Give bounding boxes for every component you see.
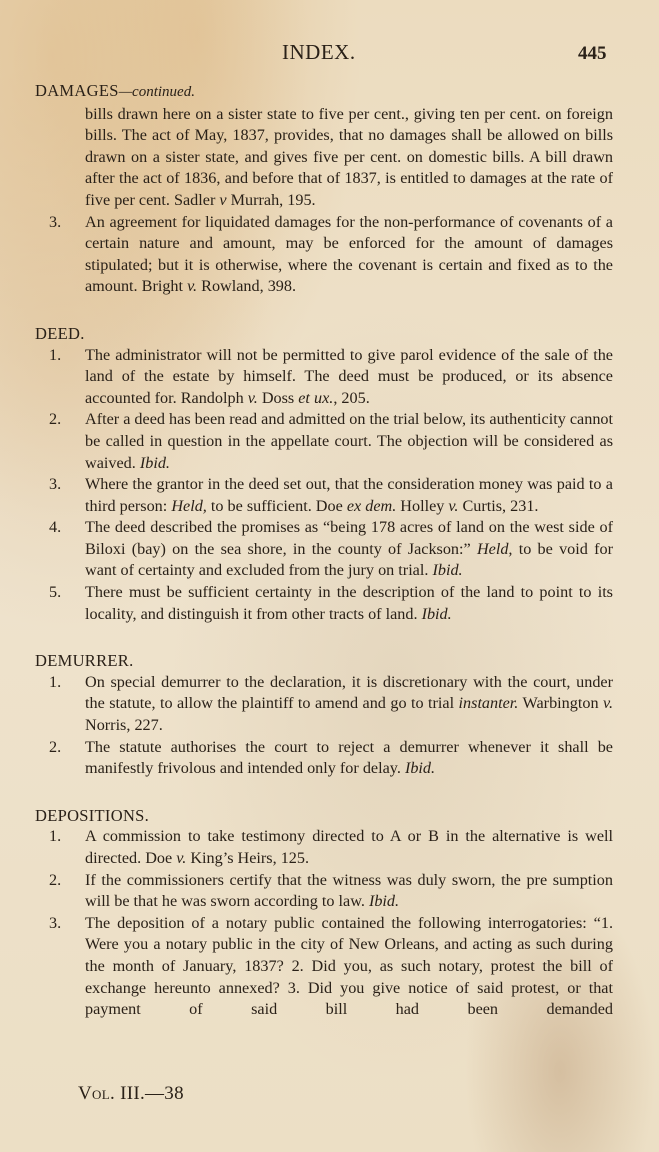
- page-number: 445: [578, 43, 607, 64]
- index-entry: 2. The statute authorises the court to reject a demurrer whenever it shall be manifestly frivolous and intended only for delay. Ibid.: [49, 737, 613, 778]
- index-entry: 1. On special demurrer to the declaration, it is discretionary with the court, under the statute, to allow the plaintiff to amend and go to trial instanter. Warbington v. Norris, 227.: [49, 672, 614, 735]
- section-damages: [35, 80, 613, 298]
- entry-number: 3.: [49, 212, 62, 231]
- index-content: [35, 80, 613, 1021]
- index-entry: 3. Where the grantor in the deed set out, that the consideration money was paid to a third person: Held, to be sufficient. Doe ex dem. Holley v. Curtis, 231.: [49, 475, 613, 515]
- entry-number: 1.: [49, 672, 62, 691]
- index-entry: 2. After a deed has been read and admitted on the trial below, its authenticity cannot be called in question in the appellate court. The objection will be considered as waived. Ibid.: [49, 410, 613, 472]
- entry-number: 2.: [49, 737, 62, 756]
- signature-mark: Vol. III.—38: [78, 1083, 184, 1104]
- entry-number: 1.: [49, 827, 62, 846]
- section-heading: DEPOSITIONS.: [35, 805, 150, 825]
- entry-number: 3.: [49, 913, 62, 932]
- section-heading: DAMAGES—continued.: [35, 81, 195, 100]
- entry-number: 1.: [49, 345, 62, 364]
- section-depositions: [35, 805, 613, 1021]
- running-head: [0, 40, 659, 70]
- entry-number: 3.: [49, 475, 62, 494]
- index-entry: 1. A commission to take testimony directed to A or B in the alternative is well directed. Doe v. King’s Heirs, 125.: [49, 827, 613, 867]
- running-title: INDEX.: [282, 40, 356, 64]
- entry-number: 2.: [49, 410, 62, 429]
- index-entry: 1. The administrator will not be permitted to give parol evidence of the sale of the land of the estate by himself. The deed must be produced, or its absence accounted for. Randolph v. Doss et ux., 205.: [49, 345, 613, 407]
- entry-number: 5.: [49, 583, 62, 602]
- section-deed: [35, 323, 613, 625]
- index-entry: 4. The deed described the promises as “being 178 acres of land on the west side of Biloxi (bay) on the sea shore, in the county of Jackson:” Held, to be void for want of certainty and excluded from the jury on trial. Ibid.: [49, 518, 613, 580]
- index-entry: 5. There must be sufficient certainty in the description of the land to point to its locality, and distinguish it from other tracts of land. Ibid.: [49, 583, 613, 623]
- index-entry: 2. If the commissioners certify that the witness was duly sworn, the pre sumption will be that he was sworn according to law. Ibid.: [49, 870, 613, 911]
- section-heading: DEMURRER.: [35, 651, 134, 671]
- entry-number: 2.: [49, 870, 62, 889]
- section-heading: DEED.: [35, 323, 85, 343]
- index-entry: 3. The deposition of a notary public contained the following interrogatories: “1. Were you a notary public in the city of New Orleans, and acting as such during the month of January, 1837? 2. Did you, as such notary, protest the bill of exchange hereunto annexed? 3. Did you give notice of said protest, or that payment of said bill had been demanded: [49, 913, 613, 1019]
- index-entry: 3. An agreement for liquidated damages for the non-performance of covenants of a certain nature and amount, may be enforced for the amount of damages stipulated; but it is otherwise, where the covenant is certain and fixed as to the amount. Bright v. Rowland, 398.: [49, 212, 613, 296]
- continued-label: —continued.: [118, 84, 195, 100]
- section-demurrer: [35, 650, 613, 780]
- continued-entry: bills drawn here on a sister state to five per cent., giving ten per cent. on foreign bills. The act of May, 1837, provides, that no damages shall be allowed on bills drawn on a sister state, and gives five per cent. on domestic bills. A bill drawn after the act of 1836, and before that of 1837, is entitled to damages at the rate of five per cent. Sadler v Murrah, 195.: [85, 104, 613, 209]
- entry-number: 4.: [49, 518, 62, 537]
